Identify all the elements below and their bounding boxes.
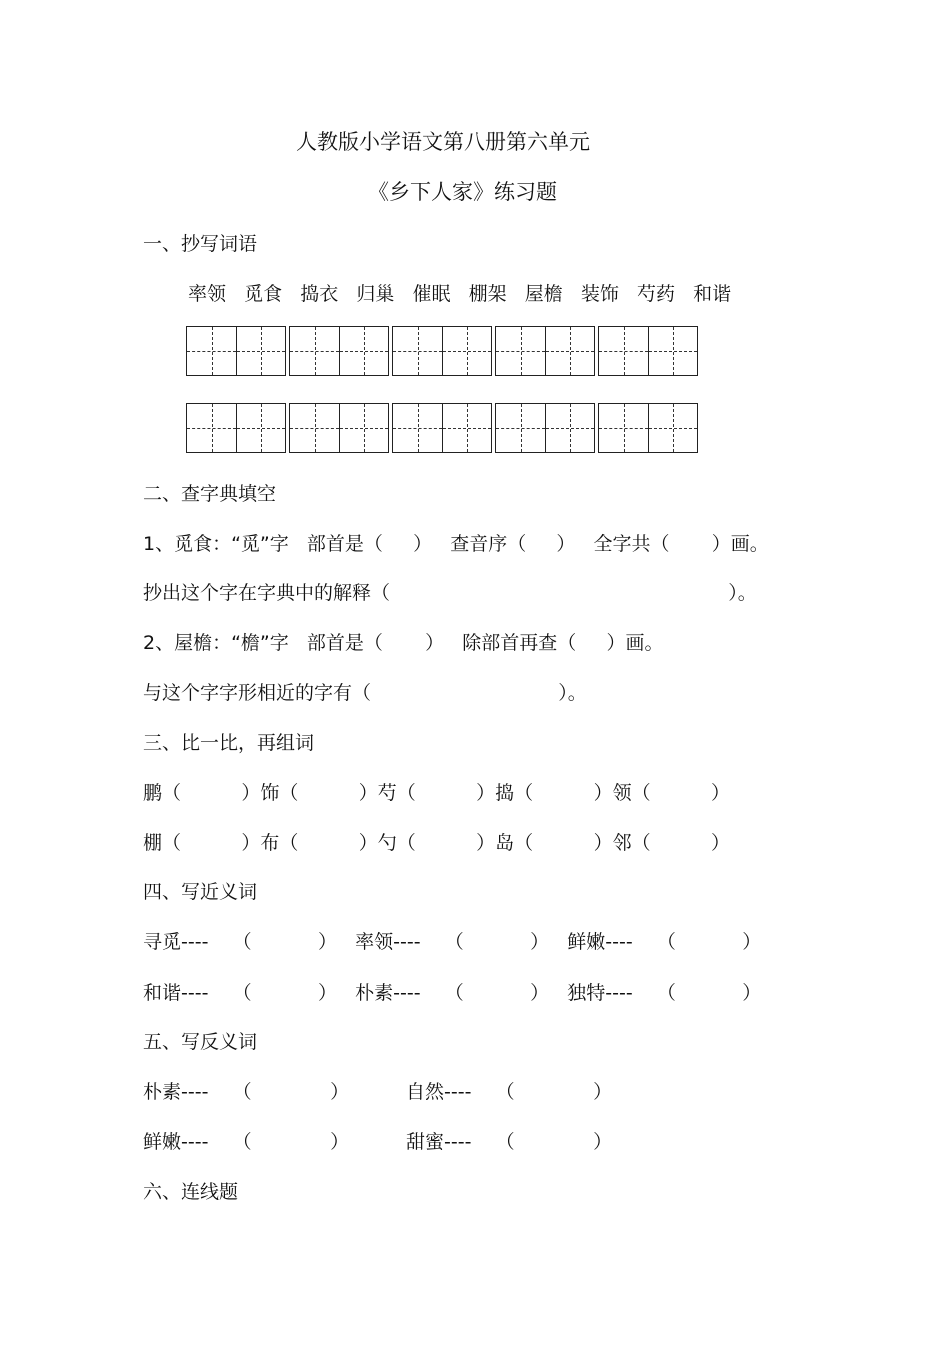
- word-list: 率领 觅食 捣衣 归巢 催眠 棚架 屋檐 装饰 芍药 和谐: [188, 283, 732, 305]
- section-heading-4: 四、写近义词: [143, 881, 258, 903]
- dict-question-2-similar: 与这个字字形相近的字有（ ）。: [143, 682, 587, 704]
- compare-row-1: 鹏（ ）饰（ ）芍（ ）捣（ ）领（ ）: [143, 782, 730, 804]
- writing-box: [598, 403, 698, 453]
- page-title: 人教版小学语文第八册第六单元: [296, 130, 590, 154]
- writing-box: [392, 403, 492, 453]
- dict-question-1-explain: 抄出这个字在字典中的解释（ ）。: [143, 582, 757, 604]
- section-heading-6: 六、连线题: [143, 1181, 239, 1203]
- writing-box: [598, 326, 698, 376]
- writing-box: [495, 326, 595, 376]
- synonym-row-2: 和谐---- （ ） 朴素---- （ ） 独特---- （ ）: [143, 982, 762, 1004]
- compare-row-2: 棚（ ）布（ ）勺（ ）岛（ ）邻（ ）: [143, 832, 730, 854]
- writing-box: [186, 326, 286, 376]
- writing-box: [392, 326, 492, 376]
- dict-question-2: 2、屋檐：“檐”字 部首是（ ） 除部首再查（ ）画。: [143, 632, 664, 654]
- page-subtitle: 《乡下人家》练习题: [368, 180, 557, 204]
- section-heading-5: 五、写反义词: [143, 1031, 258, 1053]
- antonym-4: 甜蜜---- （ ）: [406, 1131, 613, 1153]
- section-heading-2: 二、查字典填空: [143, 483, 277, 505]
- section-heading-3: 三、比一比，再组词: [143, 732, 315, 754]
- section-heading-1: 一、抄写词语: [143, 233, 258, 255]
- synonym-row-1: 寻觅---- （ ） 率领---- （ ） 鲜嫩---- （ ）: [143, 931, 762, 953]
- antonym-1: 朴素---- （ ）: [143, 1081, 350, 1103]
- antonym-3: 鲜嫩---- （ ）: [143, 1131, 350, 1153]
- antonym-2: 自然---- （ ）: [406, 1081, 613, 1103]
- writing-grid-row-1: [186, 326, 701, 376]
- dict-question-1: 1、觅食：“觅”字 部首是（ ） 查音序（ ） 全字共（ ）画。: [143, 533, 769, 555]
- writing-box: [289, 403, 389, 453]
- writing-box: [289, 326, 389, 376]
- writing-box: [495, 403, 595, 453]
- writing-box: [186, 403, 286, 453]
- writing-grid-row-2: [186, 403, 701, 453]
